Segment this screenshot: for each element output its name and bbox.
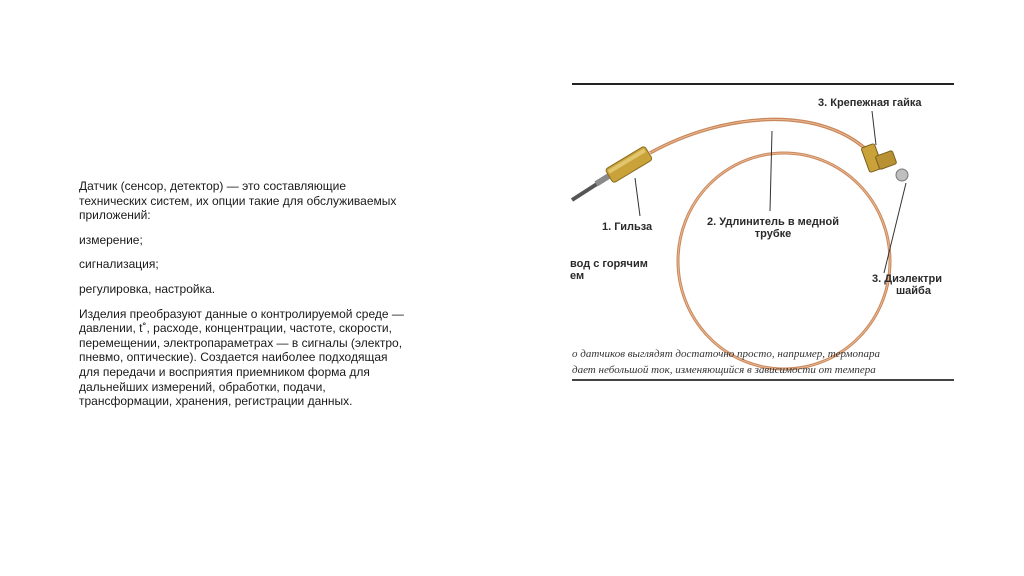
list-item-signaling: сигнализация; (79, 257, 159, 272)
label-sleeve: 1. Гильза (602, 221, 653, 233)
caption-line-1: о датчиков выглядят достаточно просто, например, термопара (572, 348, 881, 360)
intro-paragraph: Датчик (сенсор, детектор) — это составляющие технических систем, их опции такие для обслуживаемых приложений: (79, 179, 397, 223)
label-dielectric: 3. Диэлектри шайба (872, 273, 942, 297)
description-paragraph: Изделия преобразуют данные о контролируемой среде — давлении, t˚, расходе, концентрации, частоте, скорости, перемещении, электропараметрах — в сигналы (электро, пневмо, оптические). Создается наиболее подходящая для передачи и восприятия приемником форма для дальнейших измерений, обработки, подачи, трансформации, хранения, регистрации данных. (79, 306, 404, 409)
image-bottom-border (572, 379, 954, 381)
pointer-nut (872, 111, 876, 145)
copper-loop (678, 153, 890, 369)
label-hot-junction: вод с горячим ем (570, 258, 648, 282)
list-item-regulation: регулировка, настройка. (79, 281, 216, 296)
sleeve (605, 146, 653, 183)
mounting-nut (861, 143, 908, 181)
body-text (79, 179, 409, 419)
pointer-extension (770, 131, 772, 211)
thermocouple-image (572, 83, 954, 381)
caption-line-2: дает небольшой ток, изменяющийся в зависимости от темпера (572, 364, 876, 376)
label-extension: 2. Удлинитель в медной трубке (706, 216, 839, 240)
label-nut: 3. Крепежная гайка (818, 97, 922, 109)
pointer-sleeve (635, 178, 640, 216)
probe-tip (572, 182, 600, 200)
pointer-dielectric (884, 183, 906, 273)
list-item-measurement: измерение; (79, 232, 143, 247)
